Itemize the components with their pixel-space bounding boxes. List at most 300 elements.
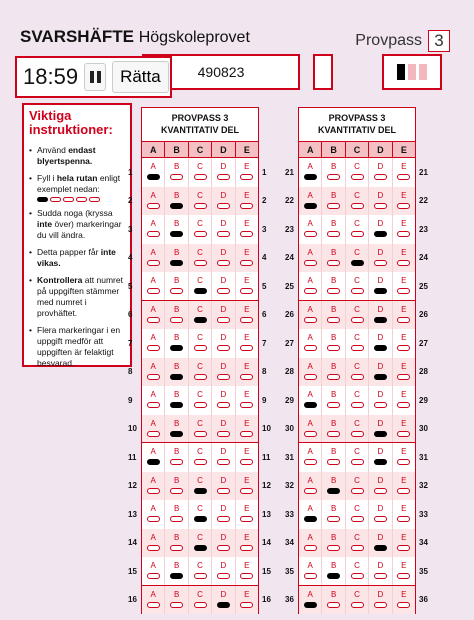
answer-bubble[interactable] bbox=[304, 488, 317, 494]
answer-bubble-filled[interactable] bbox=[304, 203, 317, 209]
answer-bubble-filled[interactable] bbox=[374, 288, 387, 294]
answer-option[interactable] bbox=[164, 329, 187, 358]
answer-option[interactable] bbox=[299, 557, 321, 585]
answer-bubble[interactable] bbox=[147, 545, 160, 551]
answer-bubble[interactable] bbox=[397, 573, 410, 579]
answer-bubble[interactable] bbox=[327, 317, 340, 323]
answer-bubble[interactable] bbox=[194, 402, 207, 408]
answer-option[interactable] bbox=[345, 443, 368, 472]
answer-bubble[interactable] bbox=[217, 402, 230, 408]
answer-option[interactable] bbox=[142, 472, 164, 501]
answer-bubble[interactable] bbox=[351, 602, 364, 608]
swatch-3[interactable] bbox=[419, 64, 427, 80]
answer-bubble[interactable] bbox=[397, 231, 410, 237]
answer-bubble[interactable] bbox=[240, 203, 253, 209]
answer-bubble[interactable] bbox=[374, 573, 387, 579]
answer-option[interactable] bbox=[345, 244, 368, 273]
answer-bubble[interactable] bbox=[304, 374, 317, 380]
answer-bubble[interactable] bbox=[397, 317, 410, 323]
answer-bubble[interactable] bbox=[397, 459, 410, 465]
answer-bubble-filled[interactable] bbox=[147, 459, 160, 465]
answer-bubble[interactable] bbox=[327, 516, 340, 522]
answer-bubble[interactable] bbox=[351, 545, 364, 551]
answer-option[interactable] bbox=[392, 215, 415, 244]
answer-bubble[interactable] bbox=[217, 374, 230, 380]
answer-option[interactable] bbox=[321, 500, 344, 529]
answer-bubble[interactable] bbox=[374, 488, 387, 494]
answer-bubble[interactable] bbox=[240, 459, 253, 465]
answer-bubble[interactable] bbox=[170, 516, 183, 522]
answer-option[interactable] bbox=[368, 358, 391, 387]
answer-option[interactable] bbox=[164, 272, 187, 300]
answer-option[interactable] bbox=[235, 500, 258, 529]
answer-bubble[interactable] bbox=[351, 345, 364, 351]
answer-option[interactable] bbox=[211, 443, 234, 472]
answer-option[interactable] bbox=[345, 529, 368, 558]
answer-bubble[interactable] bbox=[304, 288, 317, 294]
answer-bubble[interactable] bbox=[304, 573, 317, 579]
answer-option[interactable] bbox=[321, 272, 344, 300]
answer-bubble-filled[interactable] bbox=[194, 488, 207, 494]
answer-bubble[interactable] bbox=[374, 260, 387, 266]
answer-option[interactable] bbox=[164, 386, 187, 415]
answer-option[interactable] bbox=[235, 415, 258, 443]
answer-bubble-filled[interactable] bbox=[170, 345, 183, 351]
answer-bubble[interactable] bbox=[304, 260, 317, 266]
answer-bubble[interactable] bbox=[304, 545, 317, 551]
answer-option[interactable] bbox=[188, 272, 211, 300]
answer-bubble[interactable] bbox=[304, 231, 317, 237]
answer-option[interactable] bbox=[368, 472, 391, 501]
answer-bubble-filled[interactable] bbox=[170, 431, 183, 437]
answer-bubble[interactable] bbox=[217, 488, 230, 494]
answer-bubble[interactable] bbox=[397, 203, 410, 209]
answer-bubble[interactable] bbox=[194, 231, 207, 237]
answer-bubble-filled[interactable] bbox=[170, 374, 183, 380]
answer-bubble[interactable] bbox=[147, 345, 160, 351]
answer-bubble[interactable] bbox=[217, 459, 230, 465]
answer-bubble[interactable] bbox=[194, 602, 207, 608]
answer-option[interactable] bbox=[345, 472, 368, 501]
answer-option[interactable] bbox=[321, 386, 344, 415]
answer-option[interactable] bbox=[211, 215, 234, 244]
answer-option[interactable] bbox=[142, 557, 164, 585]
answer-option[interactable] bbox=[368, 386, 391, 415]
answer-option[interactable] bbox=[211, 244, 234, 273]
answer-option[interactable] bbox=[235, 529, 258, 558]
answer-option[interactable] bbox=[392, 158, 415, 187]
answer-option[interactable] bbox=[235, 215, 258, 244]
answer-option[interactable] bbox=[235, 158, 258, 187]
answer-option[interactable] bbox=[164, 443, 187, 472]
answer-bubble[interactable] bbox=[217, 431, 230, 437]
answer-option[interactable] bbox=[368, 301, 391, 330]
answer-bubble[interactable] bbox=[327, 260, 340, 266]
answer-bubble[interactable] bbox=[217, 260, 230, 266]
answer-bubble[interactable] bbox=[194, 459, 207, 465]
answer-bubble[interactable] bbox=[217, 573, 230, 579]
check-button[interactable]: Rätta bbox=[112, 61, 169, 93]
answer-bubble[interactable] bbox=[304, 431, 317, 437]
answer-bubble[interactable] bbox=[147, 431, 160, 437]
answer-bubble[interactable] bbox=[170, 602, 183, 608]
answer-option[interactable] bbox=[299, 215, 321, 244]
answer-bubble-filled[interactable] bbox=[304, 402, 317, 408]
answer-bubble[interactable] bbox=[327, 345, 340, 351]
answer-bubble[interactable] bbox=[240, 374, 253, 380]
answer-bubble[interactable] bbox=[147, 203, 160, 209]
answer-option[interactable] bbox=[235, 386, 258, 415]
answer-option[interactable] bbox=[299, 443, 321, 472]
answer-option[interactable] bbox=[392, 500, 415, 529]
answer-option[interactable] bbox=[142, 386, 164, 415]
answer-bubble[interactable] bbox=[170, 288, 183, 294]
answer-option[interactable] bbox=[211, 187, 234, 216]
answer-bubble-filled[interactable] bbox=[304, 174, 317, 180]
answer-bubble[interactable] bbox=[147, 602, 160, 608]
answer-bubble[interactable] bbox=[240, 260, 253, 266]
answer-option[interactable] bbox=[142, 443, 164, 472]
answer-bubble[interactable] bbox=[147, 402, 160, 408]
answer-bubble[interactable] bbox=[194, 260, 207, 266]
answer-bubble-filled[interactable] bbox=[327, 488, 340, 494]
answer-bubble[interactable] bbox=[351, 402, 364, 408]
answer-option[interactable] bbox=[299, 244, 321, 273]
answer-bubble[interactable] bbox=[217, 174, 230, 180]
answer-bubble[interactable] bbox=[147, 231, 160, 237]
answer-option[interactable] bbox=[211, 158, 234, 187]
pause-button[interactable] bbox=[84, 63, 106, 91]
answer-bubble[interactable] bbox=[147, 260, 160, 266]
answer-bubble-filled[interactable] bbox=[374, 231, 387, 237]
answer-bubble-filled[interactable] bbox=[170, 231, 183, 237]
answer-option[interactable] bbox=[299, 386, 321, 415]
answer-option[interactable] bbox=[188, 586, 211, 615]
answer-bubble[interactable] bbox=[351, 374, 364, 380]
answer-bubble[interactable] bbox=[147, 374, 160, 380]
answer-bubble[interactable] bbox=[397, 488, 410, 494]
answer-bubble-filled[interactable] bbox=[374, 345, 387, 351]
answer-bubble[interactable] bbox=[397, 288, 410, 294]
answer-option[interactable] bbox=[142, 415, 164, 443]
answer-bubble[interactable] bbox=[217, 545, 230, 551]
answer-bubble[interactable] bbox=[240, 288, 253, 294]
answer-option[interactable] bbox=[321, 415, 344, 443]
answer-option[interactable] bbox=[299, 272, 321, 300]
answer-option[interactable] bbox=[211, 586, 234, 615]
answer-bubble[interactable] bbox=[351, 174, 364, 180]
answer-bubble[interactable] bbox=[397, 174, 410, 180]
answer-bubble[interactable] bbox=[327, 459, 340, 465]
answer-option[interactable] bbox=[299, 187, 321, 216]
answer-bubble[interactable] bbox=[147, 317, 160, 323]
answer-option[interactable] bbox=[392, 244, 415, 273]
answer-option[interactable] bbox=[321, 358, 344, 387]
answer-bubble[interactable] bbox=[217, 203, 230, 209]
answer-bubble[interactable] bbox=[374, 402, 387, 408]
answer-bubble-filled[interactable] bbox=[374, 374, 387, 380]
answer-bubble[interactable] bbox=[397, 260, 410, 266]
answer-option[interactable] bbox=[321, 158, 344, 187]
answer-bubble[interactable] bbox=[351, 317, 364, 323]
answer-option[interactable] bbox=[345, 215, 368, 244]
answer-bubble[interactable] bbox=[170, 174, 183, 180]
answer-option[interactable] bbox=[164, 415, 187, 443]
answer-option[interactable] bbox=[211, 301, 234, 330]
answer-option[interactable] bbox=[188, 386, 211, 415]
answer-option[interactable] bbox=[345, 557, 368, 585]
answer-bubble[interactable] bbox=[194, 203, 207, 209]
answer-option[interactable] bbox=[321, 557, 344, 585]
answer-bubble[interactable] bbox=[351, 516, 364, 522]
answer-bubble[interactable] bbox=[194, 374, 207, 380]
answer-bubble[interactable] bbox=[240, 231, 253, 237]
answer-bubble-filled[interactable] bbox=[374, 317, 387, 323]
answer-option[interactable] bbox=[299, 415, 321, 443]
answer-option[interactable] bbox=[321, 586, 344, 615]
answer-option[interactable] bbox=[164, 557, 187, 585]
answer-option[interactable] bbox=[235, 301, 258, 330]
answer-option[interactable] bbox=[321, 472, 344, 501]
answer-option[interactable] bbox=[321, 443, 344, 472]
answer-bubble[interactable] bbox=[374, 174, 387, 180]
answer-option[interactable] bbox=[188, 158, 211, 187]
answer-bubble[interactable] bbox=[170, 459, 183, 465]
answer-option[interactable] bbox=[211, 415, 234, 443]
answer-option[interactable] bbox=[164, 187, 187, 216]
answer-bubble-filled[interactable] bbox=[327, 573, 340, 579]
answer-option[interactable] bbox=[235, 358, 258, 387]
answer-bubble[interactable] bbox=[170, 317, 183, 323]
answer-bubble[interactable] bbox=[240, 516, 253, 522]
answer-option[interactable] bbox=[235, 187, 258, 216]
answer-bubble[interactable] bbox=[351, 459, 364, 465]
answer-option[interactable] bbox=[188, 415, 211, 443]
answer-bubble-filled[interactable] bbox=[374, 431, 387, 437]
answer-bubble[interactable] bbox=[397, 402, 410, 408]
answer-option[interactable] bbox=[368, 415, 391, 443]
answer-bubble[interactable] bbox=[351, 288, 364, 294]
answer-option[interactable] bbox=[299, 586, 321, 615]
answer-option[interactable] bbox=[188, 329, 211, 358]
answer-bubble[interactable] bbox=[240, 573, 253, 579]
answer-option[interactable] bbox=[392, 557, 415, 585]
answer-bubble[interactable] bbox=[327, 288, 340, 294]
answer-option[interactable] bbox=[345, 386, 368, 415]
answer-option[interactable] bbox=[211, 386, 234, 415]
answer-option[interactable] bbox=[235, 443, 258, 472]
answer-option[interactable] bbox=[368, 557, 391, 585]
answer-option[interactable] bbox=[392, 187, 415, 216]
answer-bubble[interactable] bbox=[327, 374, 340, 380]
answer-option[interactable] bbox=[392, 415, 415, 443]
answer-bubble[interactable] bbox=[351, 573, 364, 579]
answer-option[interactable] bbox=[235, 586, 258, 615]
answer-option[interactable] bbox=[164, 215, 187, 244]
answer-bubble[interactable] bbox=[397, 545, 410, 551]
answer-bubble[interactable] bbox=[170, 488, 183, 494]
answer-option[interactable] bbox=[345, 358, 368, 387]
answer-bubble[interactable] bbox=[327, 545, 340, 551]
answer-option[interactable] bbox=[345, 272, 368, 300]
answer-option[interactable] bbox=[142, 187, 164, 216]
answer-option[interactable] bbox=[164, 358, 187, 387]
answer-option[interactable] bbox=[299, 358, 321, 387]
answer-option[interactable] bbox=[368, 158, 391, 187]
answer-bubble[interactable] bbox=[147, 516, 160, 522]
answer-option[interactable] bbox=[211, 557, 234, 585]
swatch-2[interactable] bbox=[408, 64, 416, 80]
answer-option[interactable] bbox=[164, 586, 187, 615]
answer-option[interactable] bbox=[164, 472, 187, 501]
answer-option[interactable] bbox=[368, 500, 391, 529]
answer-option[interactable] bbox=[164, 158, 187, 187]
answer-option[interactable] bbox=[392, 472, 415, 501]
answer-bubble-filled[interactable] bbox=[170, 203, 183, 209]
answer-option[interactable] bbox=[321, 329, 344, 358]
answer-bubble-filled[interactable] bbox=[194, 288, 207, 294]
answer-option[interactable] bbox=[345, 500, 368, 529]
answer-bubble-filled[interactable] bbox=[374, 545, 387, 551]
answer-option[interactable] bbox=[299, 301, 321, 330]
answer-bubble[interactable] bbox=[170, 545, 183, 551]
answer-option[interactable] bbox=[345, 301, 368, 330]
answer-option[interactable] bbox=[368, 272, 391, 300]
answer-option[interactable] bbox=[142, 500, 164, 529]
answer-option[interactable] bbox=[392, 272, 415, 300]
answer-option[interactable] bbox=[392, 443, 415, 472]
answer-option[interactable] bbox=[211, 358, 234, 387]
answer-option[interactable] bbox=[235, 557, 258, 585]
answer-option[interactable] bbox=[188, 358, 211, 387]
answer-option[interactable] bbox=[299, 329, 321, 358]
answer-bubble[interactable] bbox=[327, 431, 340, 437]
answer-option[interactable] bbox=[321, 215, 344, 244]
answer-option[interactable] bbox=[392, 329, 415, 358]
answer-bubble[interactable] bbox=[194, 431, 207, 437]
answer-option[interactable] bbox=[211, 329, 234, 358]
answer-option[interactable] bbox=[392, 386, 415, 415]
answer-option[interactable] bbox=[368, 244, 391, 273]
answer-bubble[interactable] bbox=[327, 174, 340, 180]
answer-bubble[interactable] bbox=[351, 203, 364, 209]
answer-bubble-filled[interactable] bbox=[170, 402, 183, 408]
answer-bubble[interactable] bbox=[327, 231, 340, 237]
answer-option[interactable] bbox=[368, 329, 391, 358]
answer-bubble-filled[interactable] bbox=[194, 545, 207, 551]
answer-bubble-filled[interactable] bbox=[194, 317, 207, 323]
answer-option[interactable] bbox=[368, 443, 391, 472]
answer-bubble-filled[interactable] bbox=[304, 602, 317, 608]
answer-bubble[interactable] bbox=[240, 174, 253, 180]
answer-option[interactable] bbox=[142, 215, 164, 244]
answer-bubble-filled[interactable] bbox=[147, 174, 160, 180]
answer-bubble[interactable] bbox=[240, 345, 253, 351]
answer-option[interactable] bbox=[321, 529, 344, 558]
answer-bubble[interactable] bbox=[240, 602, 253, 608]
answer-bubble[interactable] bbox=[147, 488, 160, 494]
answer-bubble[interactable] bbox=[194, 174, 207, 180]
answer-bubble[interactable] bbox=[327, 203, 340, 209]
answer-option[interactable] bbox=[164, 529, 187, 558]
answer-bubble[interactable] bbox=[304, 345, 317, 351]
answer-option[interactable] bbox=[188, 244, 211, 273]
answer-option[interactable] bbox=[392, 358, 415, 387]
answer-bubble-filled[interactable] bbox=[304, 516, 317, 522]
answer-bubble[interactable] bbox=[397, 345, 410, 351]
answer-bubble[interactable] bbox=[240, 488, 253, 494]
answer-bubble-filled[interactable] bbox=[374, 459, 387, 465]
answer-bubble[interactable] bbox=[397, 431, 410, 437]
answer-bubble[interactable] bbox=[374, 602, 387, 608]
answer-option[interactable] bbox=[368, 215, 391, 244]
answer-bubble-filled[interactable] bbox=[170, 260, 183, 266]
answer-option[interactable] bbox=[142, 586, 164, 615]
answer-bubble[interactable] bbox=[351, 488, 364, 494]
answer-option[interactable] bbox=[211, 472, 234, 501]
answer-option[interactable] bbox=[392, 529, 415, 558]
answer-option[interactable] bbox=[188, 301, 211, 330]
answer-option[interactable] bbox=[142, 329, 164, 358]
answer-bubble[interactable] bbox=[194, 573, 207, 579]
answer-option[interactable] bbox=[345, 586, 368, 615]
answer-bubble[interactable] bbox=[240, 402, 253, 408]
answer-bubble[interactable] bbox=[374, 203, 387, 209]
answer-bubble[interactable] bbox=[397, 602, 410, 608]
answer-option[interactable] bbox=[235, 329, 258, 358]
answer-option[interactable] bbox=[321, 301, 344, 330]
answer-bubble[interactable] bbox=[327, 602, 340, 608]
answer-option[interactable] bbox=[235, 472, 258, 501]
answer-bubble[interactable] bbox=[217, 345, 230, 351]
swatch-1[interactable] bbox=[397, 64, 405, 80]
answer-bubble[interactable] bbox=[217, 317, 230, 323]
answer-option[interactable] bbox=[392, 301, 415, 330]
answer-option[interactable] bbox=[368, 529, 391, 558]
answer-option[interactable] bbox=[368, 586, 391, 615]
answer-option[interactable] bbox=[142, 301, 164, 330]
answer-option[interactable] bbox=[164, 244, 187, 273]
answer-bubble-filled[interactable] bbox=[170, 573, 183, 579]
answer-bubble[interactable] bbox=[327, 402, 340, 408]
answer-bubble[interactable] bbox=[194, 345, 207, 351]
answer-option[interactable] bbox=[142, 529, 164, 558]
answer-option[interactable] bbox=[142, 158, 164, 187]
answer-option[interactable] bbox=[188, 215, 211, 244]
answer-bubble[interactable] bbox=[351, 431, 364, 437]
answer-bubble[interactable] bbox=[240, 545, 253, 551]
answer-option[interactable] bbox=[188, 472, 211, 501]
answer-bubble[interactable] bbox=[397, 374, 410, 380]
answer-option[interactable] bbox=[211, 500, 234, 529]
answer-option[interactable] bbox=[164, 500, 187, 529]
answer-option[interactable] bbox=[235, 244, 258, 273]
answer-option[interactable] bbox=[188, 187, 211, 216]
answer-option[interactable] bbox=[299, 472, 321, 501]
answer-option[interactable] bbox=[321, 244, 344, 273]
answer-option[interactable] bbox=[345, 415, 368, 443]
answer-option[interactable] bbox=[142, 272, 164, 300]
answer-option[interactable] bbox=[188, 529, 211, 558]
answer-bubble[interactable] bbox=[147, 288, 160, 294]
answer-bubble[interactable] bbox=[240, 317, 253, 323]
answer-bubble[interactable] bbox=[240, 431, 253, 437]
answer-option[interactable] bbox=[164, 301, 187, 330]
answer-bubble-filled[interactable] bbox=[217, 602, 230, 608]
answer-option[interactable] bbox=[368, 187, 391, 216]
answer-option[interactable] bbox=[211, 272, 234, 300]
answer-bubble[interactable] bbox=[217, 288, 230, 294]
